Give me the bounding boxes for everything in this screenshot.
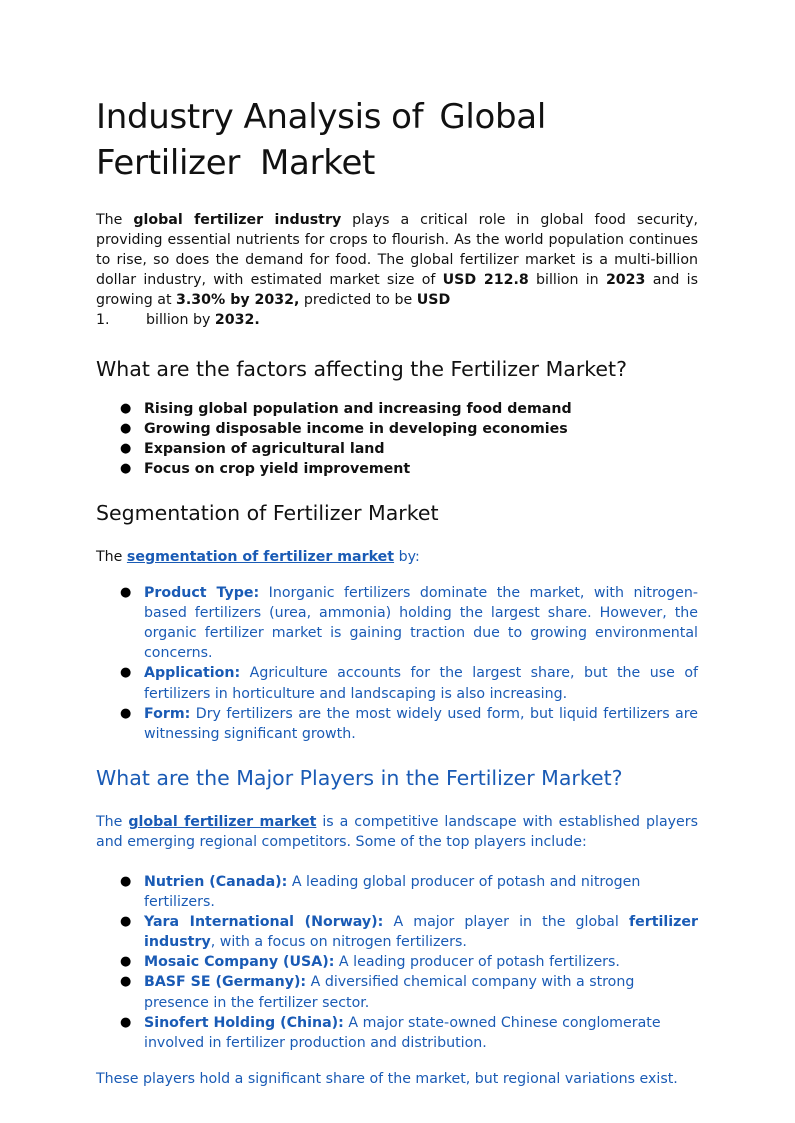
player-description: A diversified chemical company with a strong presence in the fertilizer sector.	[144, 974, 635, 1011]
intro-text: predicted to be	[299, 292, 417, 309]
player-description: A leading global producer of potash and nitrogen fertilizers.	[144, 873, 641, 911]
factor-text: Focus on crop yield improvement	[144, 460, 411, 477]
intro-text: The	[96, 212, 134, 228]
intro-numbered-line	[96, 310, 698, 330]
bullet-icon: ●	[120, 705, 132, 721]
segmentation-heading: Segmentation of Fertilizer Market	[96, 500, 439, 525]
title-word: Analysis	[243, 97, 382, 137]
intro-bold: 3.30% by 2032,	[176, 292, 300, 309]
bullet-icon: ●	[120, 460, 132, 476]
title-word: of	[391, 97, 424, 137]
list-item	[96, 972, 698, 1012]
list-item	[96, 459, 698, 479]
players-heading: What are the Major Players in the Fertilizer Market?	[96, 765, 623, 790]
global-market-link[interactable]: global fertilizer market	[128, 813, 317, 830]
bullet-icon: ●	[120, 440, 132, 456]
segmentation-list	[96, 583, 698, 744]
intro-text: plays a critical role in global food security, providing essential nutrients for crops to flourish. As the world population continues to rise, so does the demand for food. The global fertilizer market is a multi-billion dollar industry, with estimated market size of	[96, 212, 698, 289]
page-title	[96, 94, 698, 186]
bullet-icon: ●	[120, 400, 132, 416]
segmentation-intro	[96, 547, 698, 567]
bullet-icon: ●	[120, 974, 132, 990]
player-description: A major player in the global	[383, 914, 629, 931]
intro-text: The	[96, 813, 129, 830]
player-name: BASF SE (Germany):	[144, 974, 307, 991]
intro-bold: USD	[416, 292, 451, 309]
list-item	[96, 583, 698, 663]
segment-label: Product Type:	[144, 585, 260, 602]
player-bold: fertilizer industry	[144, 914, 698, 951]
players-intro	[96, 812, 698, 852]
intro-bold: USD 212.8	[442, 272, 529, 289]
list-item	[96, 663, 698, 703]
list-item	[96, 399, 698, 419]
player-description: A leading producer of potash fertilizers.	[334, 954, 620, 971]
list-number: 1.	[96, 312, 110, 329]
player-description: A major state-owned Chinese conglomerate involved in fertilizer production and distribution.	[144, 1014, 661, 1051]
factor-text: Growing disposable income in developing economies	[144, 420, 568, 437]
segment-text: Agriculture accounts for the largest share, but the use of fertilizers in horticulture and landscaping is also increasing.	[144, 665, 698, 702]
title-word: Fertilizer	[96, 143, 241, 183]
title-word: Market	[260, 143, 376, 183]
player-description: , with a focus on nitrogen fertilizers.	[210, 934, 467, 951]
factor-text: Expansion of agricultural land	[144, 440, 385, 457]
intro-text: billion in	[528, 272, 606, 289]
player-name: Sinofert Holding (China):	[144, 1014, 344, 1031]
title-word: Industry	[96, 97, 234, 137]
intro-paragraph	[96, 210, 698, 310]
bullet-icon: ●	[120, 665, 132, 681]
bullet-icon: ●	[120, 1014, 132, 1030]
bullet-icon: ●	[120, 420, 132, 436]
intro-bold: 2023	[605, 272, 646, 289]
list-item	[96, 704, 698, 744]
segment-text: Dry fertilizers are the most widely used form, but liquid fertilizers are witnessing significant growth.	[144, 705, 698, 742]
intro-text: by:	[394, 548, 420, 565]
segment-label: Application:	[144, 665, 241, 682]
list-item	[96, 419, 698, 439]
bullet-icon: ●	[120, 914, 132, 930]
intro-text: is a competitive landscape with established players and emerging regional competitors. Some of the top players include:	[96, 813, 699, 850]
intro-text: The	[96, 548, 127, 565]
segment-label: Form:	[144, 705, 191, 722]
closing-paragraph: These players hold a significant share of the market, but regional variations exist.	[96, 1070, 678, 1087]
list-item	[96, 912, 698, 952]
intro-bold: global fertilizer industry	[133, 212, 342, 228]
players-list	[96, 872, 698, 1053]
player-name: Nutrien (Canada):	[144, 873, 288, 890]
intro-text: and is growing at	[96, 272, 698, 309]
segmentation-link[interactable]: segmentation of fertilizer market	[126, 548, 395, 565]
list-item	[96, 952, 698, 972]
list-item	[96, 439, 698, 459]
player-name: Mosaic Company (USA):	[144, 954, 335, 971]
factor-text: Rising global population and increasing food demand	[144, 400, 572, 417]
intro-bold: 2032.	[214, 312, 260, 329]
intro-text: billion by	[146, 312, 215, 329]
factors-list	[96, 399, 698, 479]
bullet-icon: ●	[120, 873, 132, 889]
bullet-icon: ●	[120, 585, 132, 601]
title-word: Global	[439, 97, 546, 137]
segment-text: Inorganic fertilizers dominate the market, with nitrogen-based fertilizers (urea, ammonia) holding the largest share. However, the organic fertilizer market is gaining traction due to growing environmental concerns.	[144, 585, 698, 662]
list-item	[96, 872, 698, 912]
player-name: Yara International (Norway):	[144, 914, 384, 931]
bullet-icon: ●	[120, 954, 132, 970]
factors-heading: What are the factors affecting the Fertilizer Market?	[96, 356, 627, 381]
list-item	[96, 1013, 698, 1053]
document-body	[96, 94, 698, 1089]
